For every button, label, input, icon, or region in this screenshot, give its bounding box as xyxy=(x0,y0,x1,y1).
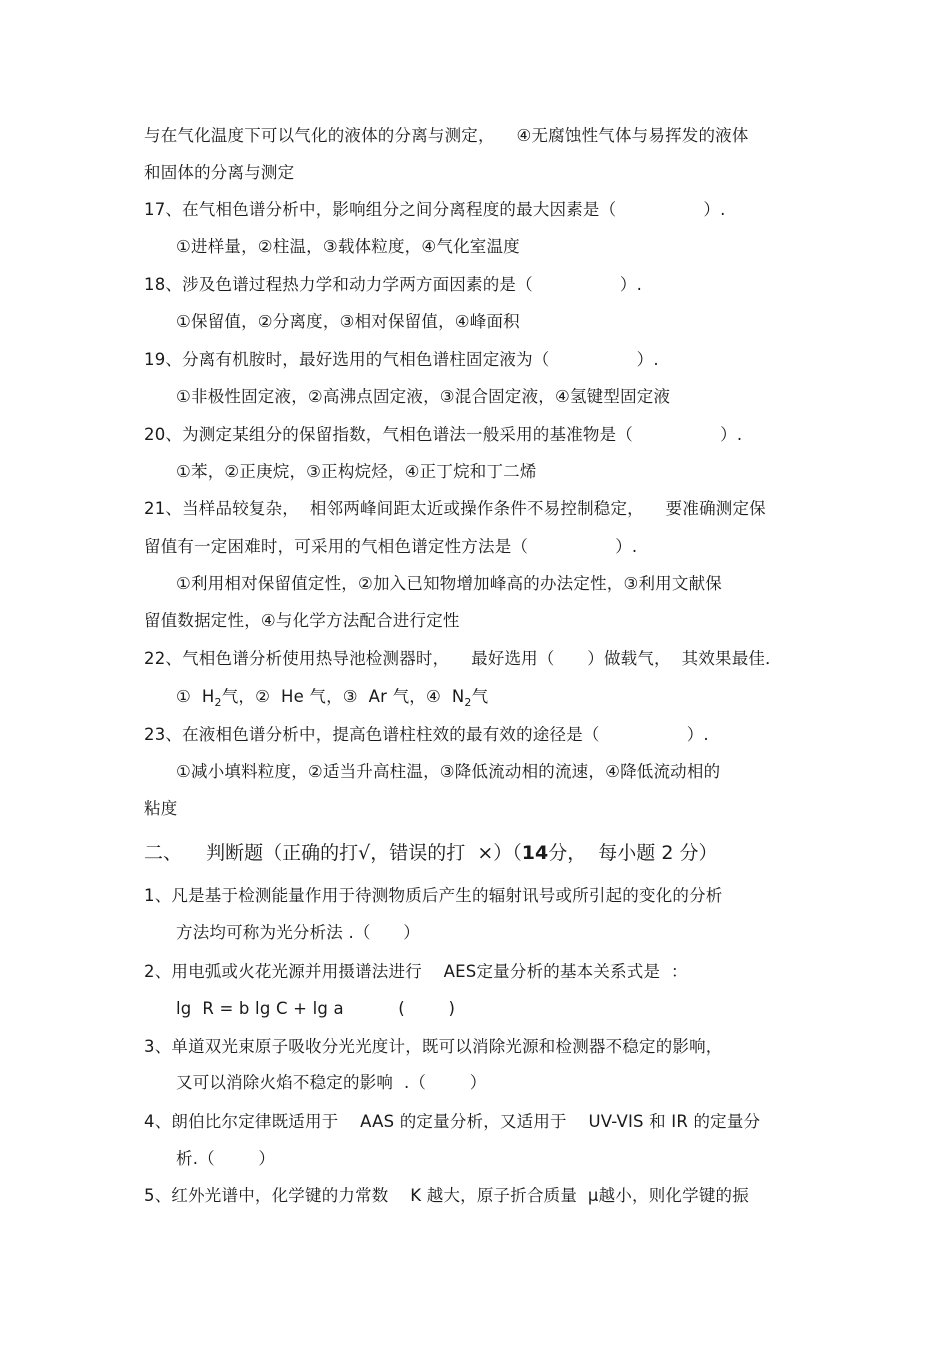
tf-question-3: 3、单道双光束原子吸收分光光度计，既可以消除光源和检测器不稳定的影响， xyxy=(144,1037,723,1056)
question-21-options: ①利用相对保留值定性，②加入已知物增加峰高的办法定性，③利用文献保 xyxy=(176,574,722,593)
line-continuation-16b: 和固体的分离与测定 xyxy=(144,163,295,182)
question-23-options-cont: 粘度 xyxy=(144,799,178,818)
tf-question-5: 5、红外光谱中，化学键的力常数 K 越大，原子折合质量 μ越小，则化学键的振 xyxy=(144,1186,749,1205)
question-23: 23、在液相色谱分析中，提高色谱柱柱效的最有效的途径是（ ）. xyxy=(144,725,709,744)
question-21-cont: 留值有一定困难时，可采用的气相色谱定性方法是（ ）. xyxy=(144,537,638,556)
question-21: 21、当样品较复杂， 相邻两峰间距太近或操作条件不易控制稳定， 要准确测定保 xyxy=(144,499,766,518)
tf-question-4: 4、朗伯比尔定律既适用于 AAS 的定量分析，又适用于 UV-VIS 和 IR 的定量分 xyxy=(144,1112,761,1131)
question-22-options xyxy=(176,686,488,710)
tf-question-2: 2、用电弧或火花光源并用摄谱法进行 AES定量分析的基本关系式是 ： xyxy=(144,962,688,981)
heading-points: 14 xyxy=(521,842,549,864)
question-17: 17、在气相色谱分析中，影响组分之间分离程度的最大因素是（ ）. xyxy=(144,200,726,219)
tf-question-4-cont: 析.（ ） xyxy=(176,1149,276,1168)
tf-question-1: 1、凡是基于检测能量作用于待测物质后产生的辐射讯号或所引起的变化的分析 xyxy=(144,886,723,905)
question-17-options: ①进样量，②柱温，③载体粒度，④气化室温度 xyxy=(176,237,520,256)
tf-question-1-cont: 方法均可称为光分析法 .（ ） xyxy=(176,923,420,942)
section-heading xyxy=(144,840,717,866)
heading-text: 二、 判断题（正确的打√，错误的打 ×）（ xyxy=(144,842,522,864)
question-23-options: ①减小填料粒度，②适当升高柱温，③降低流动相的流速，④降低流动相的 xyxy=(176,762,721,781)
tf-question-2-formula: lg R = b lg C + lg a ( ) xyxy=(176,999,456,1018)
option-text: 气，② He 气，③ Ar 气，④ N xyxy=(221,687,465,706)
subscript: 2 xyxy=(214,696,222,709)
question-18-options: ①保留值，②分离度，③相对保留值，④峰面积 xyxy=(176,312,520,331)
question-19-options: ①非极性固定液，②高沸点固定液，③混合固定液，④氢键型固定液 xyxy=(176,387,671,406)
question-20-options: ①苯，②正庚烷，③正构烷烃，④正丁烷和丁二烯 xyxy=(176,462,537,481)
line-continuation-16: 与在气化温度下可以气化的液体的分离与测定， ④无腐蚀性气体与易挥发的液体 xyxy=(144,126,749,145)
tf-question-3-cont: 又可以消除火焰不稳定的影响 .（ ） xyxy=(176,1073,487,1092)
question-21-options-cont: 留值数据定性，④与化学方法配合进行定性 xyxy=(144,611,460,630)
question-22: 22、气相色谱分析使用热导池检测器时， 最好选用（ ）做载气， 其效果最佳． xyxy=(144,649,782,668)
question-20: 20、为测定某组分的保留指数，气相色谱法一般采用的基准物是（ ）. xyxy=(144,425,743,444)
question-19: 19、分离有机胺时，最好选用的气相色谱柱固定液为（ ）. xyxy=(144,350,659,369)
option-text: 气 xyxy=(471,687,489,706)
subscript: 2 xyxy=(464,696,472,709)
heading-text: 分， 每小题 2 分） xyxy=(548,842,718,864)
option-text: ① H xyxy=(176,687,215,706)
question-18: 18、涉及色谱过程热力学和动力学两方面因素的是（ ）. xyxy=(144,275,643,294)
